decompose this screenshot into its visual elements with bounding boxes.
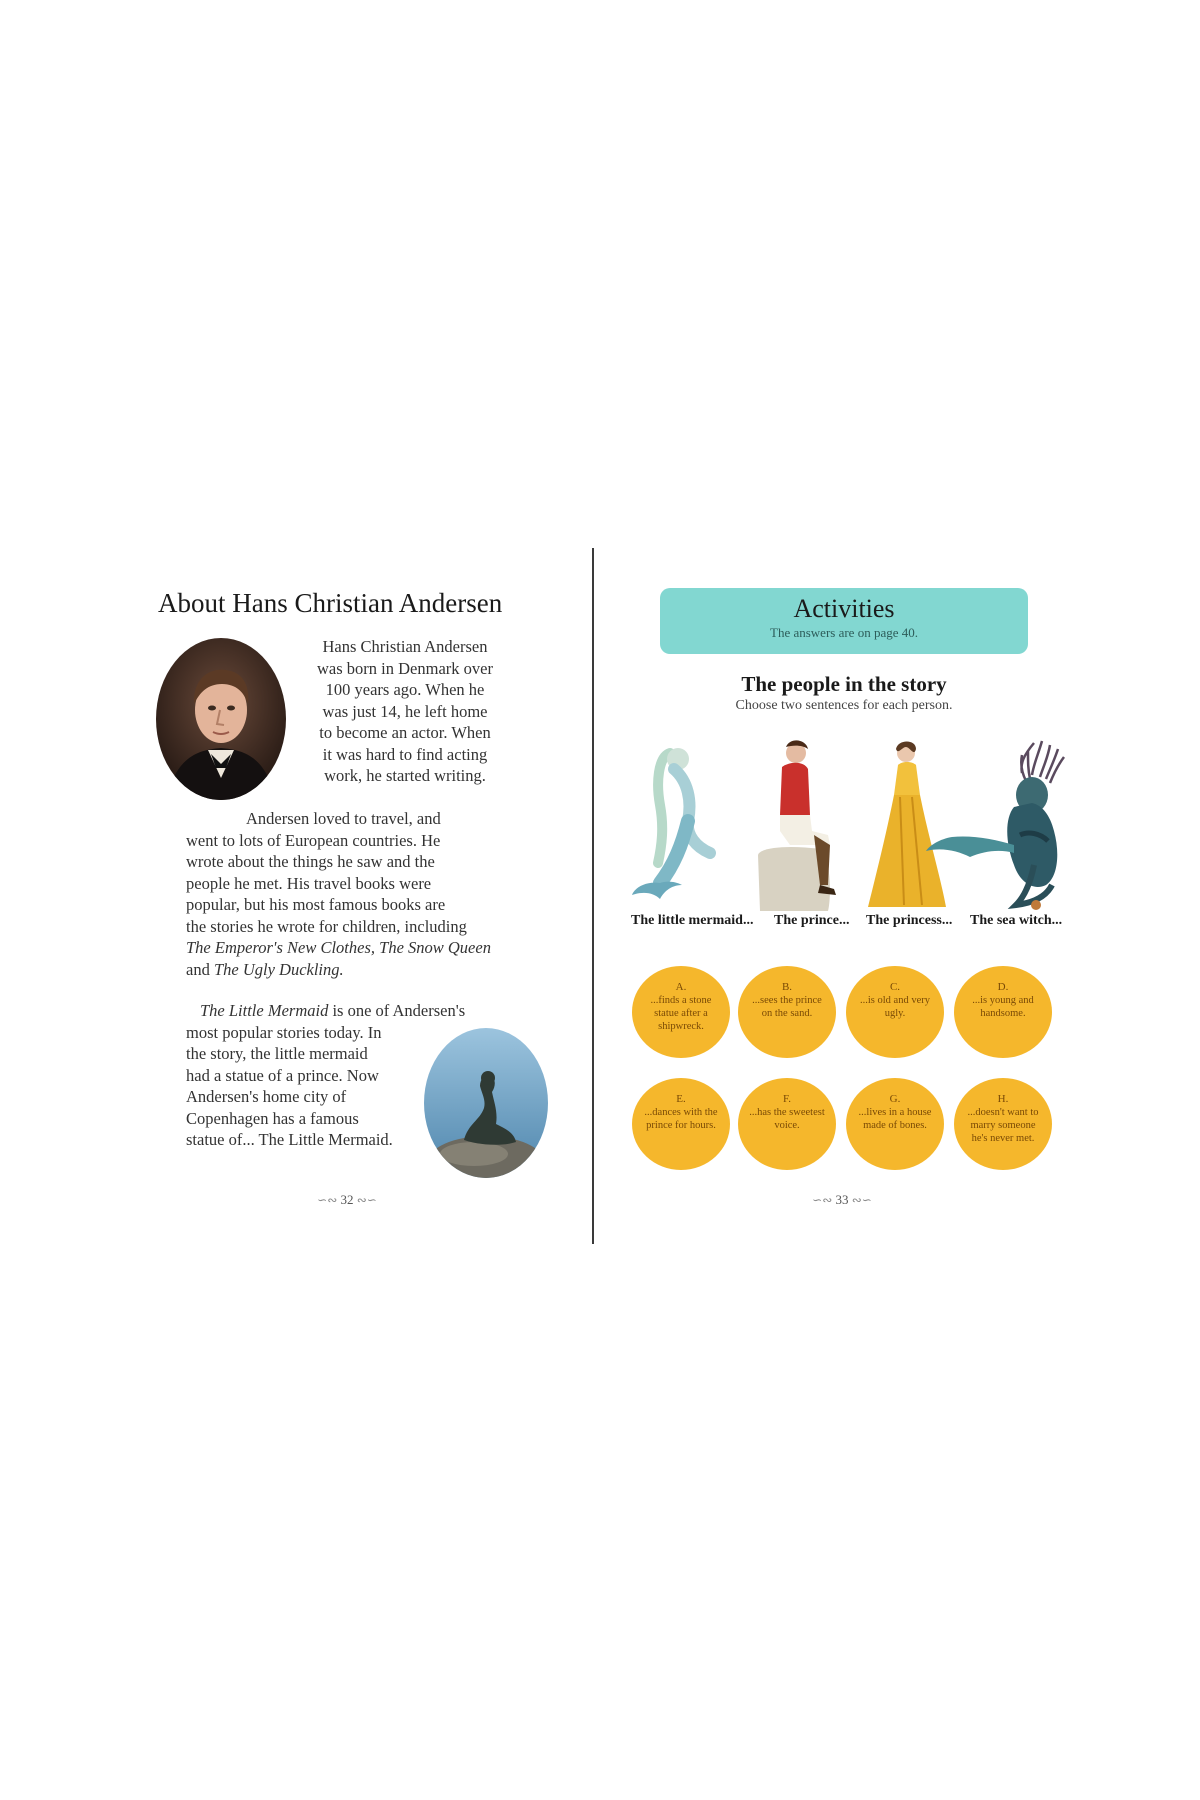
book-title: The Little Mermaid — [200, 1001, 329, 1020]
text-line: popular, but his most famous books are — [186, 895, 446, 914]
activities-banner — [660, 588, 1028, 654]
text-line — [186, 959, 516, 981]
text-line: the story, the little mermaid — [186, 1044, 368, 1063]
text-line: went to lots of European countries. He — [186, 830, 441, 850]
text-line: the stories he wrote for children, including — [186, 916, 467, 936]
text-line: had a statue of a prince. Now — [186, 1065, 379, 1085]
sentence-circle-f[interactable] — [738, 1078, 836, 1170]
text-line — [186, 1000, 466, 1022]
sentence-text: ...doesn't want to marry someone he's never met. — [967, 1107, 1039, 1144]
section-title: The people in the story — [741, 672, 947, 696]
sentence-text: ...dances with the prince for hours. — [644, 1107, 718, 1131]
intro-paragraph — [290, 636, 520, 787]
character-label-mermaid: The little mermaid... — [631, 913, 754, 928]
page-title: About Hans Christian Andersen — [158, 588, 503, 618]
text-line: wrote about the things he saw and the — [186, 852, 435, 871]
ornament-icon: ∾∽ — [356, 1193, 377, 1207]
text-line: Copenhagen has a famous — [186, 1108, 359, 1128]
page-number-footer — [772, 1192, 912, 1208]
book-spine-divider — [592, 548, 594, 1244]
sentence-letter: A. — [675, 981, 687, 993]
text-line: Andersen's home city of — [186, 1087, 347, 1106]
text-line: was just 14, he left home — [322, 701, 488, 721]
sentence-letter: H. — [997, 1093, 1009, 1105]
travel-paragraph — [186, 808, 516, 980]
sentence-circle-e[interactable] — [632, 1078, 730, 1170]
text-line: work, he started writing. — [324, 766, 486, 785]
sentence-letter: C. — [889, 981, 901, 993]
book-title: The Ugly Duckling. — [213, 959, 344, 979]
sentence-letter: F. — [783, 1093, 791, 1105]
text-line: it was hard to find acting — [322, 744, 488, 764]
sentence-circle-h[interactable] — [954, 1078, 1052, 1170]
sentence-circle-c[interactable] — [846, 966, 944, 1058]
prince-illustration — [750, 735, 850, 915]
sentence-text: ...finds a stone statue after a shipwreck. — [650, 995, 712, 1032]
text-line: most popular stories today. In — [186, 1022, 382, 1042]
page-number-footer — [277, 1192, 417, 1208]
little-mermaid-statue-image — [424, 1028, 548, 1178]
book-title: The Emperor's New Clothes, — [186, 938, 376, 957]
activities-subtitle: The answers are on page 40. — [770, 625, 918, 640]
text-fragment: is one of Andersen's — [332, 1001, 466, 1020]
sentence-letter: B. — [781, 981, 793, 993]
sentence-text: ...has the sweetest voice. — [749, 1107, 825, 1131]
text-line: Andersen loved to travel, and — [246, 809, 441, 828]
sentence-circle-b[interactable] — [738, 966, 836, 1058]
character-label-princess: The princess... — [866, 913, 953, 928]
section-subtitle: Choose two sentences for each person. — [735, 698, 953, 713]
text-line: Hans Christian Andersen — [322, 637, 488, 656]
text-line — [186, 937, 516, 959]
sea-witch-illustration — [924, 735, 1084, 915]
sentence-letter: G. — [889, 1093, 901, 1105]
text-line: to become an actor. When — [319, 723, 491, 742]
andersen-portrait-image — [156, 638, 286, 800]
sentence-letter: D. — [997, 981, 1009, 993]
little-mermaid-illustration — [630, 735, 730, 915]
text-line: was born in Denmark over — [317, 658, 493, 678]
ornament-icon: ∽∾ — [812, 1193, 833, 1207]
text-line: people he met. His travel books were — [186, 873, 432, 893]
page-number: 32 — [340, 1192, 354, 1207]
ornament-icon: ∽∾ — [317, 1193, 338, 1207]
sentence-letter: E. — [676, 1093, 686, 1105]
book-title: The Snow Queen — [379, 938, 491, 957]
sentence-text: ...lives in a house made of bones. — [858, 1107, 932, 1131]
sentence-circle-d[interactable] — [954, 966, 1052, 1058]
little-mermaid-paragraph — [186, 1000, 466, 1151]
sentence-circle-a[interactable] — [632, 966, 730, 1058]
activities-title: Activities — [793, 594, 895, 623]
sentence-text: ...is young and handsome. — [972, 995, 1034, 1019]
sentence-text: ...sees the prince on the sand. — [752, 995, 822, 1019]
page-number: 33 — [835, 1192, 849, 1207]
character-label-sea-witch: The sea witch... — [970, 913, 1063, 928]
sentence-circle-g[interactable] — [846, 1078, 944, 1170]
ornament-icon: ∾∽ — [851, 1193, 872, 1207]
sentence-text: ...is old and very ugly. — [860, 995, 930, 1019]
text-fragment: and — [186, 959, 210, 979]
character-label-prince: The prince... — [774, 913, 850, 928]
text-line: 100 years ago. When he — [325, 680, 485, 699]
text-line: statue of... The Little Mermaid. — [186, 1130, 393, 1149]
